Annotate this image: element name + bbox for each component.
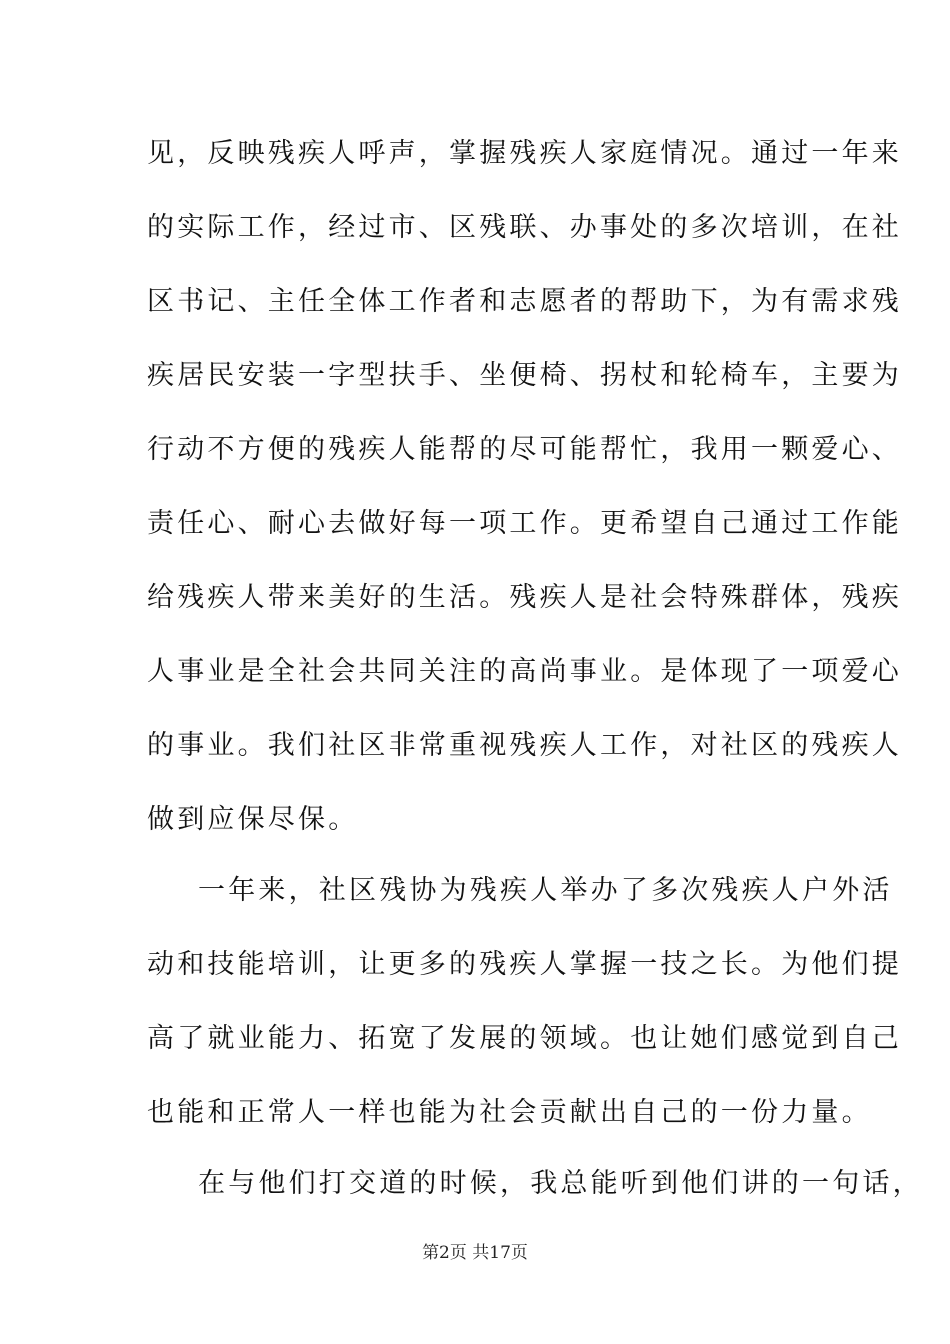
text-line-10: 做到应保尽保。	[147, 804, 359, 835]
page-number-footer: 第2页 共17页	[422, 1243, 528, 1263]
text-line-13: 高了就业能力、拓宽了发展的领域。也让她们感觉到自己	[147, 1023, 902, 1054]
text-line-3: 区书记、主任全体工作者和志愿者的帮助下，为有需求残	[147, 286, 902, 317]
text-line-7: 给残疾人带来美好的生活。残疾人是社会特殊群体，残疾	[147, 582, 902, 613]
text-line-8: 人事业是全社会共同关注的高尚事业。是体现了一项爱心	[147, 656, 902, 687]
text-line-1: 见，反映残疾人呼声，掌握残疾人家庭情况。通过一年来	[147, 138, 902, 169]
text-line-14: 也能和正常人一样也能为社会贡献出自己的一份力量。	[147, 1097, 872, 1128]
text-line-15: 在与他们打交道的时候，我总能听到他们讲的一句话，	[198, 1168, 923, 1199]
text-line-11: 一年来，社区残协为残疾人举办了多次残疾人户外活	[198, 875, 893, 906]
text-line-12: 动和技能培训，让更多的残疾人掌握一技之长。为他们提	[147, 949, 902, 980]
text-line-9: 的事业。我们社区非常重视残疾人工作，对社区的残疾人	[147, 730, 902, 761]
text-line-2: 的实际工作，经过市、区残联、办事处的多次培训，在社	[147, 212, 902, 243]
text-line-6: 责任心、耐心去做好每一项工作。更希望自己通过工作能	[147, 508, 902, 539]
text-line-4: 疾居民安装一字型扶手、坐便椅、拐杖和轮椅车，主要为	[147, 360, 902, 391]
text-line-5: 行动不方便的残疾人能帮的尽可能帮忙，我用一颗爱心、	[147, 434, 902, 465]
